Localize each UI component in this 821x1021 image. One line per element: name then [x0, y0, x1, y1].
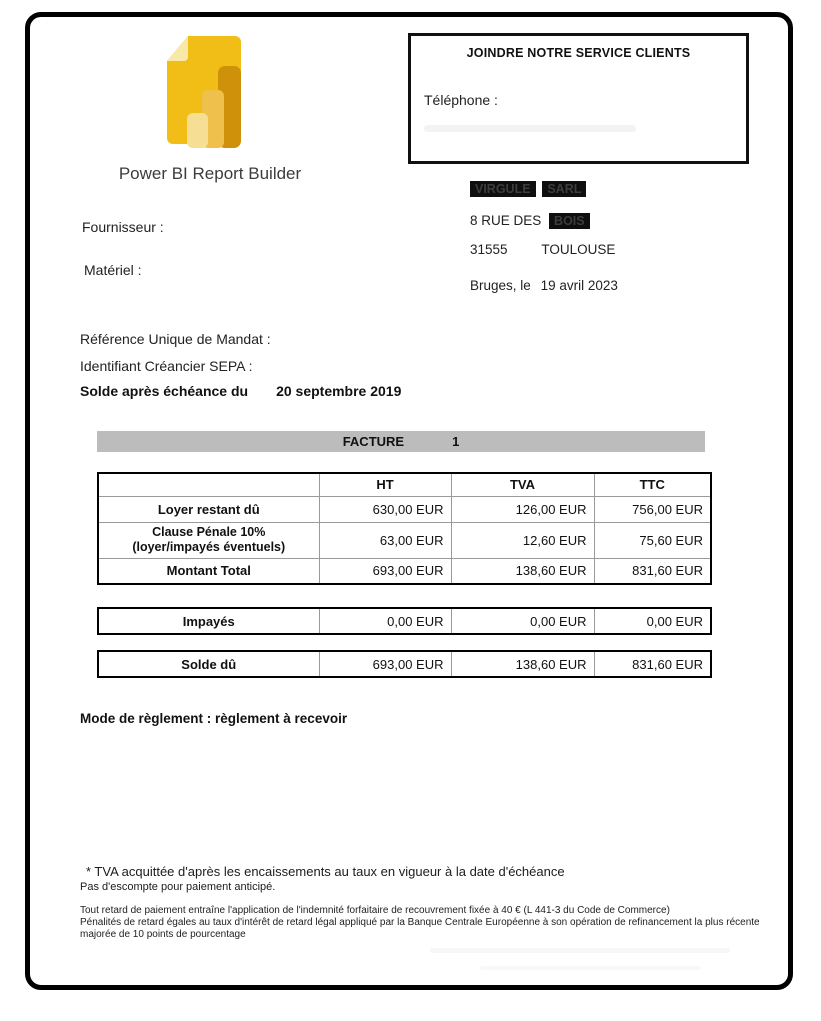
solde-echeance-label: Solde après échéance du: [80, 383, 249, 399]
mandate-reference-label: Référence Unique de Mandat :: [80, 331, 271, 347]
scan-smudge: [480, 966, 700, 970]
table-row: [98, 522, 711, 558]
date-value: 19 avril 2023: [540, 278, 618, 293]
tva-footnote: * TVA acquittée d'après les encaissements au taux en vigueur à la date d'échéance: [86, 864, 565, 879]
col-header-ht: HT: [319, 473, 451, 496]
row-ht: 63,00 EUR: [319, 522, 451, 558]
facture-amounts-table: [97, 472, 712, 585]
solde-ht: 693,00 EUR: [319, 651, 451, 677]
solde-label: Solde dû: [98, 651, 319, 677]
street-text: 8 RUE DES: [470, 213, 542, 228]
solde-echeance-line: [80, 383, 401, 399]
redacted-street: BOIS: [549, 213, 590, 229]
recipient-street-line: [470, 213, 590, 229]
solde-ttc: 831,60 EUR: [594, 651, 711, 677]
table-row: [98, 608, 711, 634]
impayes-tva: 0,00 EUR: [451, 608, 594, 634]
legal-fine-print: [80, 905, 782, 941]
scan-smudge: [430, 948, 730, 953]
empty-header-cell: [98, 473, 319, 496]
row-tva: 126,00 EUR: [451, 496, 594, 522]
payment-mode-line: Mode de règlement : règlement à recevoir: [80, 711, 348, 726]
power-bi-report-builder-icon: [155, 33, 257, 163]
app-name: Power BI Report Builder: [118, 164, 302, 183]
row-tva: 12,60 EUR: [451, 522, 594, 558]
escompte-footnote: Pas d'escompte pour paiement anticipé.: [80, 881, 276, 893]
service-clients-box: [408, 33, 749, 164]
table-row: [98, 651, 711, 677]
date-line: [470, 278, 618, 293]
row-label: Loyer restant dû: [98, 496, 319, 522]
impayes-ht: 0,00 EUR: [319, 608, 451, 634]
materiel-label: Matériel :: [84, 262, 142, 278]
fournisseur-label: Fournisseur :: [82, 219, 164, 235]
redacted-name-2: SARL: [542, 181, 586, 197]
recipient-city-line: [470, 242, 615, 257]
row-ttc: 75,60 EUR: [594, 522, 711, 558]
col-header-tva: TVA: [451, 473, 594, 496]
col-header-ttc: TTC: [594, 473, 711, 496]
date-place: Bruges, le: [470, 278, 531, 293]
redacted-name-1: VIRGULE: [470, 181, 536, 197]
service-clients-title: JOINDRE NOTRE SERVICE CLIENTS: [466, 46, 691, 60]
facture-label: FACTURE: [342, 434, 405, 449]
row-label: [98, 522, 319, 558]
solde-table: [97, 650, 712, 678]
sepa-creditor-label: Identifiant Créancier SEPA :: [80, 358, 253, 374]
table-row: [98, 496, 711, 522]
row-label-line2: (loyer/impayés éventuels): [132, 540, 286, 554]
legal-line-2: Pénalités de retard égales au taux d'intérêt de retard légal appliqué par la Banque Centrale Européenne à son opération de refinancement la plus récente majorée de 10 points de pourcentage: [80, 917, 760, 940]
recipient-name-line: [470, 181, 586, 197]
redacted-phone-smudge: [424, 125, 636, 132]
row-tva: 138,60 EUR: [451, 558, 594, 584]
facture-number: 1: [452, 434, 460, 449]
table-row: [98, 558, 711, 584]
table-header-row: [98, 473, 711, 496]
row-ttc: 756,00 EUR: [594, 496, 711, 522]
row-ttc: 831,60 EUR: [594, 558, 711, 584]
row-label: Montant Total: [98, 558, 319, 584]
facture-header-bar: [97, 431, 705, 452]
impayes-table: [97, 607, 712, 635]
row-ht: 630,00 EUR: [319, 496, 451, 522]
row-ht: 693,00 EUR: [319, 558, 451, 584]
row-label-line1: Clause Pénale 10%: [152, 525, 266, 540]
impayes-ttc: 0,00 EUR: [594, 608, 711, 634]
city: TOULOUSE: [541, 242, 616, 257]
solde-echeance-date: 20 septembre 2019: [276, 383, 402, 399]
impayes-label: Impayés: [98, 608, 319, 634]
solde-tva: 138,60 EUR: [451, 651, 594, 677]
legal-line-1: Tout retard de paiement entraîne l'application de l'indemnité forfaitaire de recouvrement fixée à 40 € (L 441-3 du Code de Commerce): [80, 905, 670, 916]
postal-code: 31555: [470, 242, 508, 257]
phone-label: Téléphone :: [424, 92, 498, 108]
